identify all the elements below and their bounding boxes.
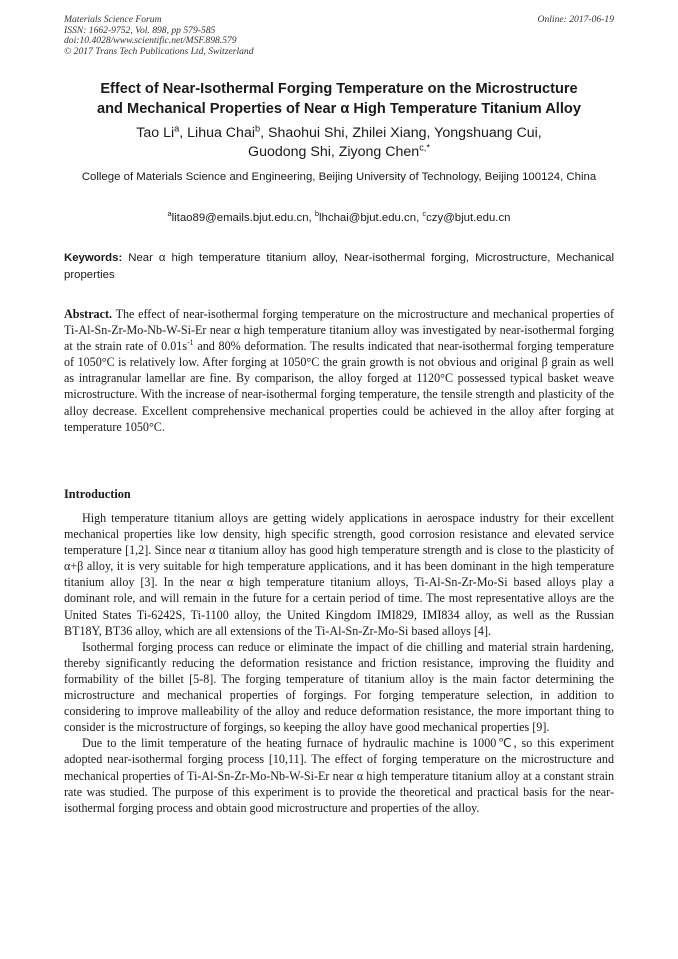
- section-heading: Introduction: [64, 487, 131, 501]
- journal-doi: doi:10.4028/www.scientific.net/MSF.898.579: [64, 35, 237, 47]
- email-sup: b: [314, 209, 320, 219]
- author-sup: a: [174, 123, 180, 134]
- author-sup: b: [254, 123, 261, 134]
- journal-header: [64, 15, 254, 57]
- abstract-text: The effect of near-isothermal forging temperature on the microstructure and mechanical properties of Ti-Al-Sn-Zr-Mo-Nb-W-Si-Er near α high temperature titanium alloy was investigated by near-isothermal forging at the strain rate of 0.01s: [64, 307, 614, 354]
- introduction-body: [64, 510, 614, 816]
- journal-name: Materials Science Forum: [64, 14, 162, 25]
- abstract-exponent: -1: [187, 338, 194, 348]
- keywords-label: Keywords:: [64, 252, 123, 264]
- email-link[interactable]: litao89@emails.bjut.edu.cn,: [171, 212, 315, 224]
- online-date-text: Online: 2017-06-19: [537, 14, 614, 25]
- author-sup: c,*: [419, 142, 430, 153]
- email-sup: c: [422, 209, 427, 219]
- email-sup: a: [167, 209, 172, 219]
- abstract: [64, 306, 614, 435]
- title-line-2: and Mechanical Properties of Near α High Temperature Titanium Alloy: [97, 101, 581, 117]
- author-name: , Lihua Chai: [179, 125, 255, 141]
- author-name: Guodong Shi, Ziyong Chen: [248, 144, 420, 160]
- paragraph: High temperature titanium alloys are getting widely applications in aerospace industry for their excellent mechanical properties like low density, high specific strength, good corrosion resistance and elevated service temperature [1,2]. Since near α titanium alloy has good high temperature strength and is close to the plasticity of α+β alloy, it is very suitable for high temperature applications, and it has been dominant in the high temperature titanium alloy [3]. In the near α high temperature titanium alloys, Ti-Al-Sn-Zr-Mo-Si based alloys play a dominant role, and will remain in the future for a certain period of time. The most representative alloys are the United States Ti-6242S, Ti-1100 alloy, the United Kingdom IMI829, IMI834 alloy, as well as the Russian BT18Y, BT36 alloy, which are all extensions of the Ti-Al-Sn-Zr-Mo-Si based alloys [4].: [64, 511, 614, 638]
- keywords: [64, 250, 614, 284]
- author-list: [40, 124, 638, 162]
- email-link[interactable]: lhchai@bjut.edu.cn,: [319, 212, 423, 224]
- journal-issn: ISSN: 1662-9752, Vol. 898, pp 579-585: [64, 24, 216, 36]
- journal-copyright: © 2017 Trans Tech Publications Ltd, Switzerland: [64, 45, 254, 57]
- author-emails: [64, 210, 614, 226]
- abstract-label: Abstract.: [64, 307, 113, 321]
- author-name: Tao Li: [136, 125, 175, 141]
- abstract-text: and 80% deformation. The results indicated that near-isothermal forging temperature of 1050°C is relatively low. After forging at 1050°C the grain growth is not obvious and original β grain as well as intragranular lamellar are fine. By comparison, the alloy forged at 1120°C possessed typical basket weave microstructure. With the increase of near-isothermal forging temperature, the tensile strength and plasticity of the alloy decrease. Excellent comprehensive mechanical properties could be achieved in the alloy after forging at temperature 1050°C.: [64, 339, 614, 434]
- paragraph: Due to the limit temperature of the heating furnace of hydraulic machine is 1000℃, so this experiment adopted near-isothermal forging process [10,11]. The effect of forging temperature on the microstructure and mechanical properties of Ti-Al-Sn-Zr-Mo-Nb-W-Si-Er near α high temperature titanium alloy at a constant strain rate was studied. The purpose of this experiment is to provide the theoretical and practical basis for the near-isothermal forging process and obtain good microstructure and properties of the alloy.: [64, 736, 614, 815]
- online-date: [538, 15, 614, 26]
- paragraph: Isothermal forging process can reduce or eliminate the impact of die chilling and material strain hardening, thereby significantly reducing the deformation resistance and friction resistance, improving the fluidity and formability of the billet [5-8]. The forging temperature of titanium alloy is the main factor determining the microstructure and mechanical properties of forgings. For forging temperature selection, in addition to considering to improve malleability of the alloy and reduce deformation resistance, the more important thing to consider is the microstructure of forgings, so keeping the alloy have good mechanical properties [9].: [64, 639, 614, 735]
- title-line-1: Effect of Near-Isothermal Forging Temperature on the Microstructure: [100, 81, 578, 97]
- keywords-text: Near α high temperature titanium alloy, Near-isothermal forging, Microstructure, Mechanical properties: [64, 252, 614, 281]
- paper-title: [40, 79, 638, 119]
- author-name: , Shaohui Shi, Zhilei Xiang, Yongshuang Cui,: [260, 125, 542, 141]
- email-link[interactable]: czy@bjut.edu.cn: [426, 212, 511, 224]
- affiliation: College of Materials Science and Engineering, Beijing University of Technology, Beijing 100124, China: [81, 171, 597, 183]
